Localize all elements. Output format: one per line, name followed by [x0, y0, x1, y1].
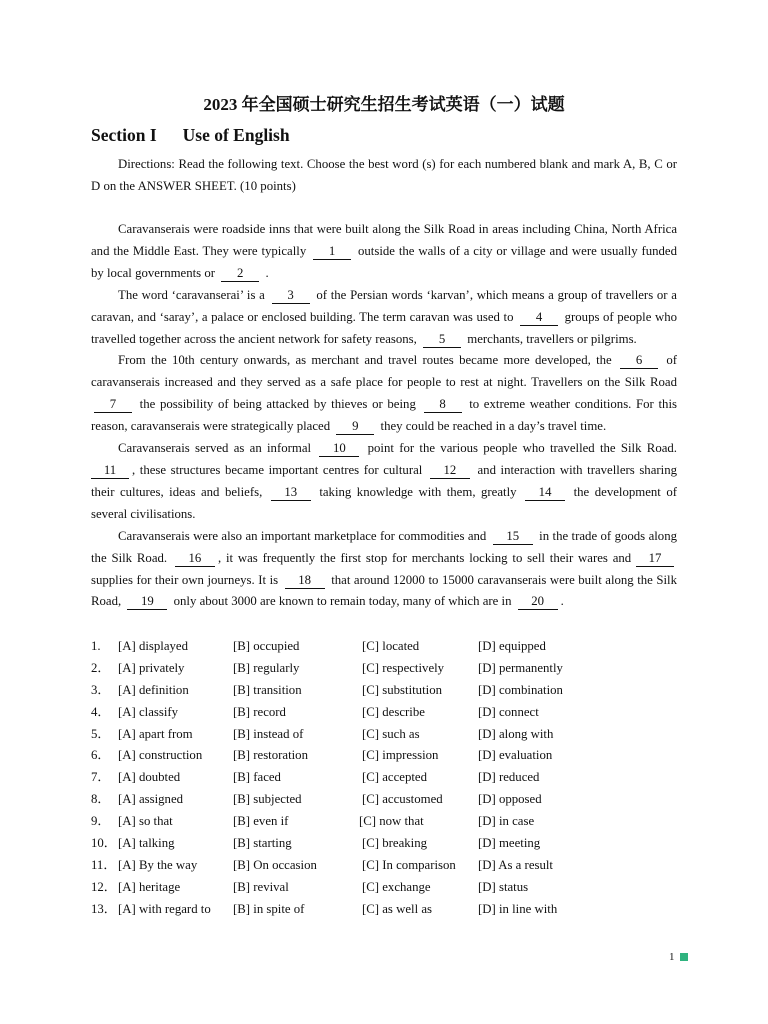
passage-text: in the trade of goods along the Silk Road.	[91, 528, 677, 565]
option-row	[91, 745, 677, 767]
passage-text: they could be reached in a day’s travel time.	[380, 419, 607, 434]
answer-blank: 13	[271, 485, 311, 501]
option-b: [B] restoration	[233, 748, 308, 763]
option-a: [A] so that	[118, 814, 173, 829]
passage-text: point for the various people who travelled the Silk Road.	[367, 441, 677, 456]
option-a: [A] apart from	[118, 726, 193, 741]
answer-blank: 15	[493, 529, 533, 545]
passage-text: to extreme weather conditions. For this reason, caravanserais were strategically placed	[91, 397, 677, 434]
question-number: 4．	[91, 704, 111, 719]
answer-blank: 8	[424, 397, 462, 413]
passage-paragraph	[91, 438, 677, 526]
option-b: [B] faced	[233, 770, 281, 785]
option-row	[91, 789, 677, 811]
option-row	[91, 658, 677, 680]
option-row	[91, 899, 677, 921]
option-b: [B] transition	[233, 682, 302, 697]
answer-blank: 17	[636, 551, 674, 567]
option-row	[91, 767, 677, 789]
answer-blank: 14	[525, 485, 565, 501]
option-b: [B] in spite of	[233, 901, 305, 916]
passage-text: the possibility of being attacked by thieves or being	[139, 397, 416, 412]
answer-options	[91, 636, 677, 921]
answer-blank: 6	[620, 353, 658, 369]
option-row	[91, 680, 677, 702]
answer-blank: 12	[430, 463, 470, 479]
answer-blank: 3	[272, 288, 310, 304]
directions-text: Directions: Read the following text. Choose the best word (s) for each numbered blank and mark A, B, C or D on the ANSWER SHEET. (10 points)	[91, 157, 677, 193]
option-a: [A] doubted	[118, 770, 181, 785]
option-d: [D] along with	[478, 726, 554, 741]
question-number: 13．	[91, 901, 117, 916]
answer-blank: 18	[285, 573, 325, 589]
passage-text: taking knowledge with them, greatly	[319, 484, 517, 499]
passage-text: Caravanserais were roadside inns that were built along the Silk Road in areas including China, North Africa and the Middle East. They were typically	[91, 222, 677, 258]
passage-text: the development of several civilisations.	[91, 484, 678, 521]
question-number: 2．	[91, 660, 111, 675]
section-name: Use of English	[182, 125, 290, 145]
passage-text: groups of people who travelled together across the ancient network for safety reasons,	[91, 309, 677, 346]
option-c: [C] substitution	[362, 682, 442, 697]
question-number: 11．	[91, 857, 117, 872]
option-b: [B] instead of	[233, 726, 304, 741]
section-label: Section I	[91, 125, 157, 145]
question-number: 1.	[91, 639, 101, 653]
option-c: [C] now that	[359, 814, 424, 829]
option-b: [B] occupied	[233, 639, 300, 653]
passage-paragraph	[91, 350, 677, 438]
option-c: [C] located	[362, 639, 420, 653]
page-number: 1	[669, 951, 675, 963]
option-row	[91, 702, 677, 724]
option-row	[91, 855, 677, 877]
passage-paragraph	[91, 219, 677, 285]
question-number: 6．	[91, 748, 111, 763]
option-d: [D] in case	[478, 814, 535, 829]
option-b: [B] starting	[233, 836, 292, 851]
option-a: [A] definition	[118, 682, 189, 697]
option-a: [A] privately	[118, 660, 185, 675]
option-row	[91, 811, 677, 833]
directions-block	[91, 154, 677, 198]
passage-text: .	[560, 594, 564, 609]
passage-text: and interaction with travellers sharing their cultures, ideas and beliefs,	[91, 462, 677, 499]
passage-text: Caravanserais served as an informal	[118, 441, 312, 456]
passage-text: .	[265, 265, 269, 280]
passage-paragraph	[91, 285, 677, 351]
option-d: [D] in line with	[478, 901, 558, 916]
option-a: [A] classify	[118, 704, 179, 719]
option-d: [D] evaluation	[478, 748, 553, 763]
option-c: [C] In comparison	[362, 857, 456, 872]
option-d: [D] opposed	[478, 792, 542, 807]
passage-text: of caravanserais increased and they served as a safe place for people to rest at night. Travellers on the Silk Road	[91, 353, 677, 390]
answer-blank: 4	[520, 310, 558, 326]
passage-text: that around 12000 to 15000 caravanserais were built along the Silk Road,	[91, 572, 678, 609]
passage-text: only about 3000 are known to remain today, many of which are in	[173, 594, 512, 609]
answer-blank: 16	[175, 551, 215, 567]
option-a: [A] with regard to	[118, 901, 211, 916]
page-title: 2023 年全国硕士研究生招生考试英语（一）试题	[203, 95, 565, 114]
option-d: [D] As a result	[478, 857, 553, 872]
passage-text: of the Persian words ‘karvan’, which means a group of travellers or a caravan, and ‘saray’, a palace or enclosed building. The term caravan was used to	[91, 287, 677, 324]
question-number: 5．	[91, 726, 111, 741]
option-c: [C] accepted	[362, 770, 428, 785]
passage-text: merchants, travellers or pilgrims.	[467, 331, 637, 346]
passage-text: supplies for their own journeys. It is	[91, 572, 279, 587]
option-b: [B] record	[233, 704, 286, 719]
option-b: [B] On occasion	[233, 857, 317, 872]
option-d: [D] reduced	[478, 770, 540, 785]
page-marker-square	[680, 953, 688, 961]
question-number: 9．	[91, 814, 111, 829]
option-c: [C] such as	[362, 726, 420, 741]
option-d: [D] permanently	[478, 660, 563, 675]
option-c: [C] respectively	[362, 660, 445, 675]
answer-blank: 5	[423, 332, 461, 348]
answer-blank: 19	[127, 594, 167, 610]
option-row	[91, 877, 677, 899]
passage-text: The word ‘caravanserai’ is a	[118, 287, 265, 302]
answer-blank: 9	[336, 419, 374, 435]
option-c: [C] as well as	[362, 901, 433, 916]
passage-text: Caravanserais were also an important marketplace for commodities and	[118, 528, 487, 543]
question-number: 10．	[91, 836, 117, 851]
option-a: [A] heritage	[118, 879, 181, 894]
question-number: 7．	[91, 770, 111, 785]
answer-blank: 10	[319, 441, 359, 457]
question-number: 8．	[91, 792, 111, 807]
option-a: [A] By the way	[118, 857, 198, 872]
question-number: 3．	[91, 682, 111, 697]
option-row	[91, 724, 677, 746]
passage-paragraph	[91, 526, 677, 614]
answer-blank: 20	[518, 594, 558, 610]
option-a: [A] construction	[118, 748, 203, 763]
option-row	[91, 636, 677, 658]
passage-text: outside the walls of a city or village and were usually funded by local governments or	[91, 243, 678, 280]
option-c: [C] describe	[362, 704, 425, 719]
option-d: [D] connect	[478, 704, 539, 719]
option-c: [C] impression	[362, 748, 439, 763]
section-heading	[91, 124, 290, 146]
option-d: [D] status	[478, 879, 529, 894]
answer-blank: 11	[91, 463, 129, 479]
option-b: [B] revival	[233, 879, 289, 894]
option-d: [D] combination	[478, 682, 563, 697]
option-c: [C] exchange	[362, 879, 431, 894]
option-c: [C] breaking	[362, 836, 428, 851]
reading-passage	[91, 219, 677, 613]
option-b: [B] regularly	[233, 660, 300, 675]
passage-text: , these structures became important centres for cultural	[132, 462, 423, 477]
option-a: [A] talking	[118, 836, 175, 851]
option-d: [D] equipped	[478, 639, 546, 653]
option-b: [B] even if	[233, 814, 289, 829]
answer-blank: 2	[221, 266, 259, 282]
passage-text: From the 10th century onwards, as merchant and travel routes became more developed, the	[118, 353, 612, 368]
question-number: 12．	[91, 879, 117, 894]
option-a: [A] displayed	[118, 639, 189, 653]
option-c: [C] accustomed	[362, 792, 443, 807]
option-d: [D] meeting	[478, 836, 541, 851]
answer-blank: 7	[94, 397, 132, 413]
passage-text: , it was frequently the first stop for merchants locking to sell their wares and	[217, 550, 632, 565]
option-a: [A] assigned	[118, 792, 184, 807]
answer-blank: 1	[313, 244, 351, 260]
option-row	[91, 833, 677, 855]
option-b: [B] subjected	[233, 792, 302, 807]
